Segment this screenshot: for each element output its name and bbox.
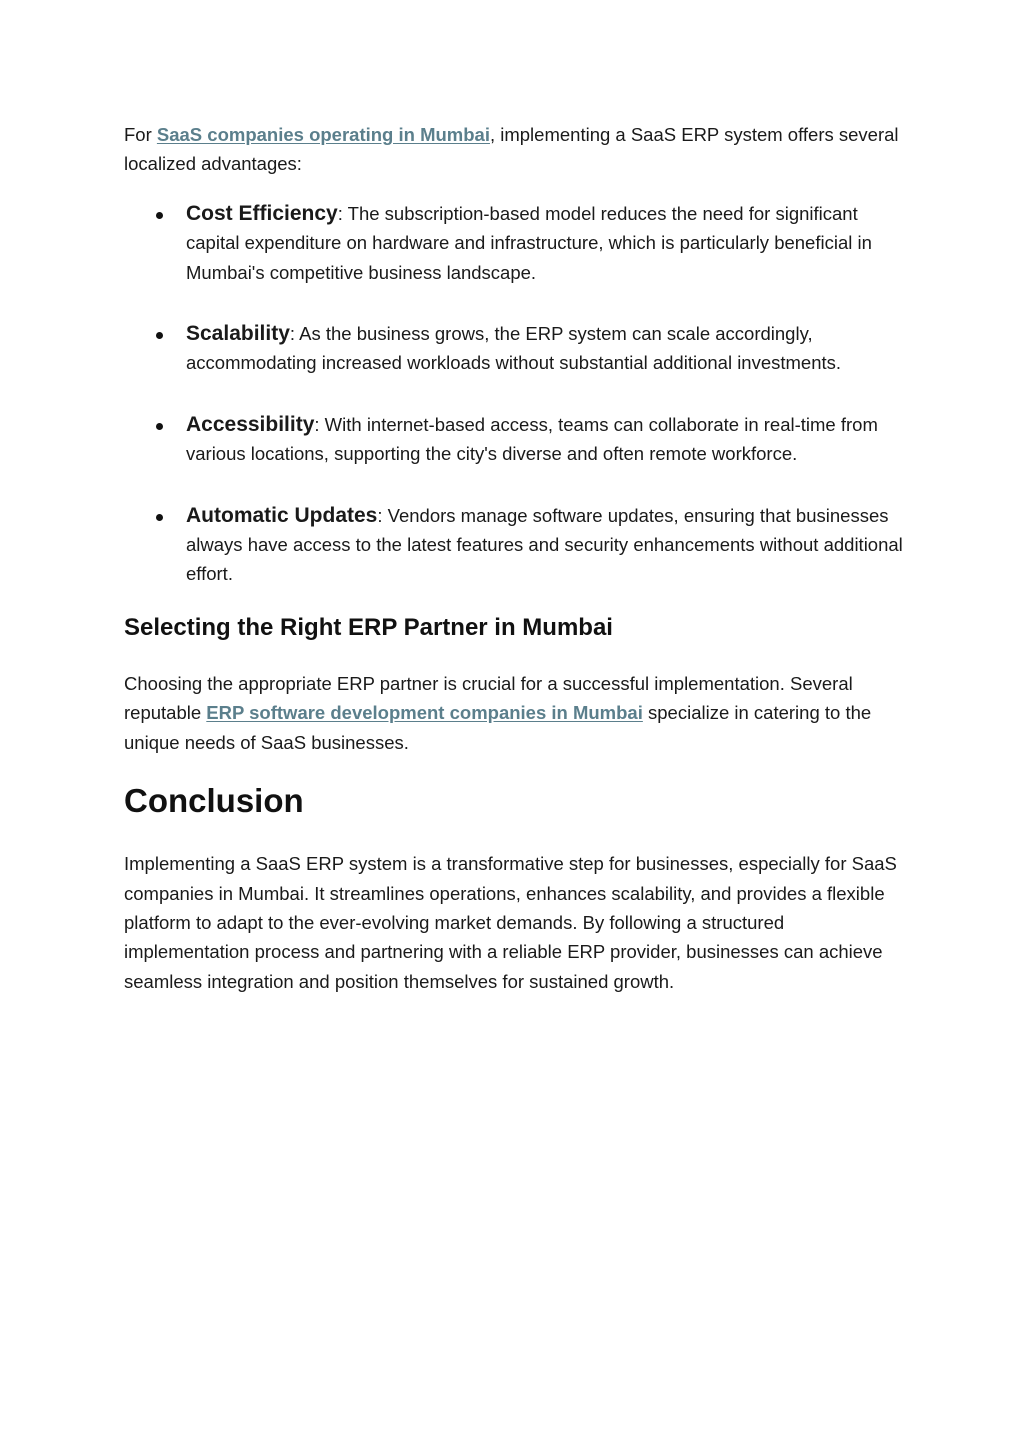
document-page [124,120,914,996]
conclusion-paragraph: Implementing a SaaS ERP system is a transformative step for businesses, especially for SaaS companies in Mumbai. It streamlines operations, enhances scalability, and provides a flexible platform to adapt to the ever-evolving market demands. By following a structured implementation process and partnering with a reliable ERP provider, businesses can achieve seamless integration and position themselves for sustained growth. [124,853,897,992]
bullet-icon [156,212,163,219]
advantage-term: Scalability [186,322,290,346]
intro-paragraph [124,120,914,179]
advantage-text: : As the business grows, the ERP system can scale accordingly, accommodating increased workloads without substantial additional investments. [186,323,842,374]
advantages-list [124,199,914,589]
advantage-text: : With internet-based access, teams can collaborate in real-time from various locations, supporting the city's diverse and often remote workforce. [186,413,878,465]
partner-section-heading: Selecting the Right ERP Partner in Mumbai [124,613,613,641]
erp-companies-mumbai-link[interactable]: ERP software development companies in Mumbai [206,702,643,724]
bullet-icon [156,423,163,430]
advantage-item-automatic-updates [124,501,914,589]
bullet-icon [156,514,163,521]
advantage-item-cost-efficiency [124,199,914,287]
intro-suffix: , implementing a SaaS ERP system offers several localized advantages: [124,124,899,175]
advantage-text: : The subscription-based model reduces the need for significant capital expenditure on hardware and infrastructure, which is particularly beneficial in Mumbai's competitive business landscape. [186,202,872,283]
intro-prefix: For [124,124,157,145]
saas-companies-mumbai-link[interactable]: SaaS companies operating in Mumbai [156,124,490,145]
advantage-term: Accessibility [186,412,315,436]
partner-paragraph [124,669,914,757]
advantage-term: Automatic Updates [186,503,378,527]
advantage-item-scalability [124,319,914,378]
advantage-term: Cost Efficiency [186,201,338,225]
advantage-text: : Vendors manage software updates, ensuring that businesses always have access to the latest features and security enhancements without additional effort. [186,504,903,585]
partner-suffix: specialize in catering to the unique needs of SaaS businesses. [124,702,872,753]
advantage-item-accessibility [124,410,914,469]
bullet-icon [156,332,163,339]
conclusion-heading: Conclusion [124,782,304,820]
partner-prefix: Choosing the appropriate ERP partner is crucial for a successful implementation. Several reputable [124,672,853,724]
